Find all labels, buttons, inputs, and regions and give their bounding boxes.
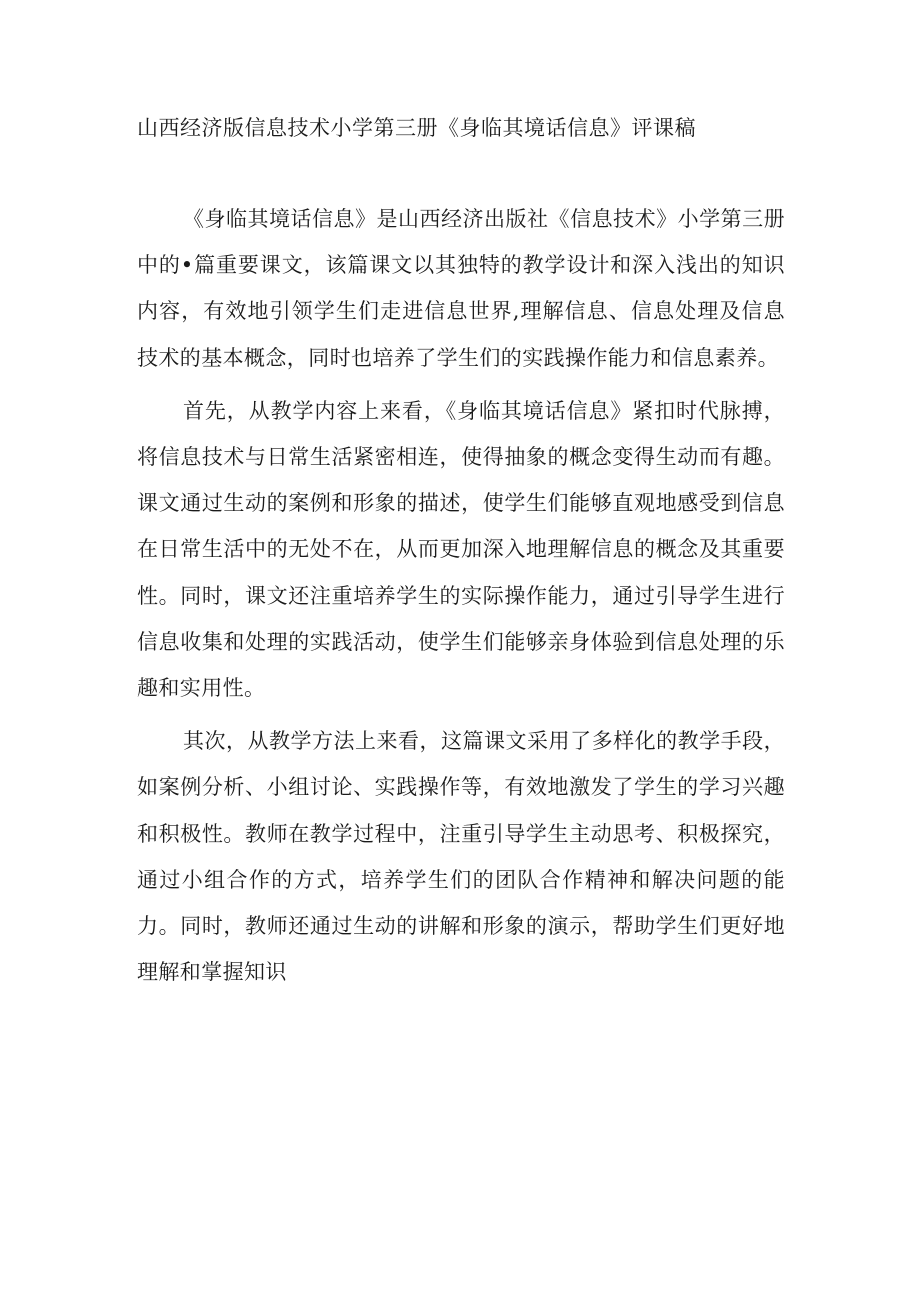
document-body <box>137 196 785 1002</box>
paragraph-teaching-methods: 其次，从教学方法上来看，这篇课文采用了多样化的教学手段，如案例分析、小组讨论、实践操作等，有效地激发了学生的学习兴趣和积极性。教师在教学过程中，注重引导学生主动思考、积极探究，通过小组合作的方式，培养学生们的团队合作精神和解决问题的能力。同时，教师还通过生动的讲解和形象的演示，帮助学生们更好地理解和掌握知识 <box>137 729 785 985</box>
document-title: 山西经济版信息技术小学第三册《身临其境话信息》评课稿 <box>137 116 696 140</box>
paragraph-teaching-content: 首先，从教学内容上来看，《身临其境话信息》紧扣时代脉搏，将信息技术与日常生活紧密相连，使得抽象的概念变得生动而有趣。课文通过生动的案例和形象的描述，使学生们能够直观地感受到信息在日常生活中的无处不在，从而更加深入地理解信息的概念及其重要性。同时，课文还注重培养学生的实际操作能力，通过引导学生进行信息收集和处理的实践活动，使学生们能够亲身体验到信息处理的乐趣和实用性。 <box>137 398 785 701</box>
paragraph-introduction: 《身临其境话信息》是山西经济出版社《信息技术》小学第三册中的•篇重要课文，该篇课文以其独特的教学设计和深入浅出的知识内容，有效地引领学生们走进信息世界,理解信息、信息处理及信息技术的基本概念，同时也培养了学生们的实践操作能力和信息素养。 <box>137 207 785 370</box>
